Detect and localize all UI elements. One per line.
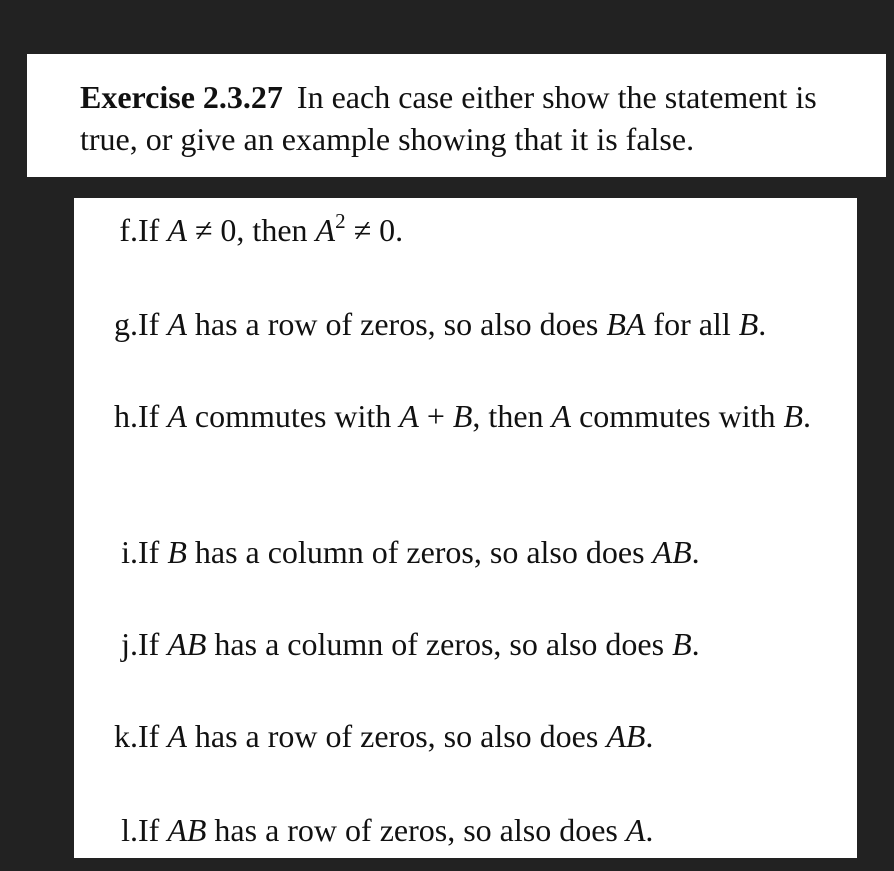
item-text: If A ≠ 0, then $A^2 \ne 0$. [138, 209, 404, 248]
item-text: If A commutes with A + B, then A commutes with B. [138, 398, 812, 434]
item-label: k. [114, 718, 138, 754]
item-text: If B has a column of zeros, so also does AB. [138, 534, 700, 570]
item-label: f. [119, 212, 138, 248]
exercise-title: Exercise 2.3.27 [80, 79, 283, 115]
item-label: j. [121, 626, 138, 662]
exercise-prompt: In each case either show the statement is true, or give an example showing that it is false. [80, 79, 817, 157]
item-text: If AB has a column of zeros, so also does B. [138, 626, 700, 662]
item-label: i. [121, 534, 138, 570]
item-text: If A has a row of zeros, so also does BA for all B. [138, 306, 767, 342]
exercise-header [27, 54, 886, 177]
item-label: h. [114, 398, 138, 434]
item-text: If A has a row of zeros, so also does AB. [138, 718, 654, 754]
item-text: If AB has a row of zeros, so also does A. [138, 812, 654, 848]
item-label: g. [114, 306, 138, 342]
exercise-items-panel [74, 198, 857, 858]
item-label: l. [121, 812, 138, 848]
